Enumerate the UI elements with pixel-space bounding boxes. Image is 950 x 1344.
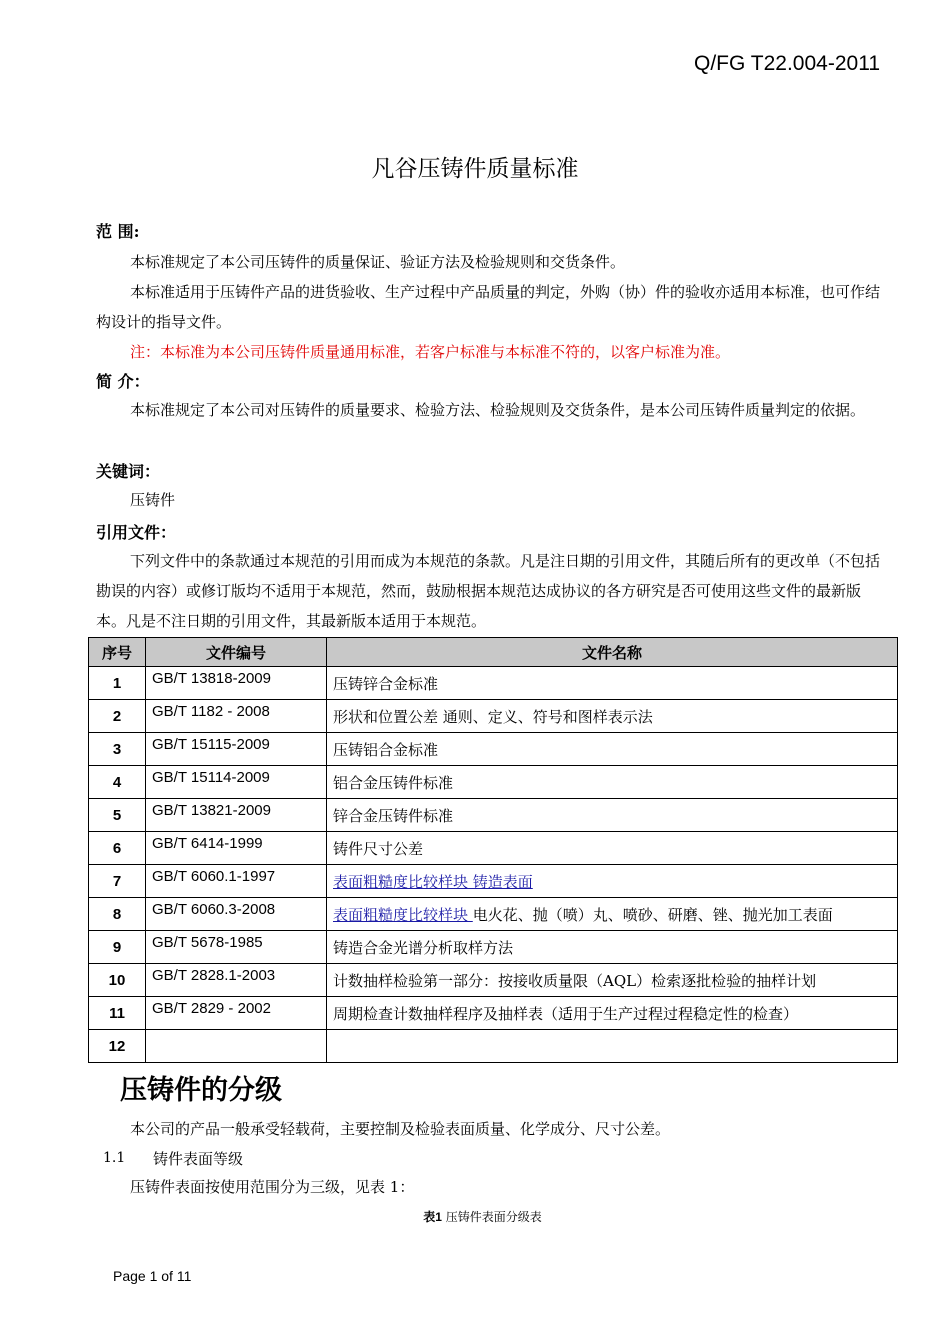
cell-no: 10	[89, 964, 146, 997]
table-header-row	[89, 638, 898, 667]
table-row	[89, 898, 898, 931]
table-row	[89, 931, 898, 964]
cell-name	[327, 799, 898, 832]
section1-paragraph: 本公司的产品一般承受轻载荷，主要控制及检验表面质量、化学成分、尺寸公差。	[130, 1120, 671, 1138]
subsection-number: 1.1	[103, 1150, 126, 1166]
cell-no: 9	[89, 931, 146, 964]
cell-name	[327, 865, 898, 898]
cell-code: GB/T 1182 - 2008	[146, 700, 327, 733]
reference-table	[88, 637, 898, 1063]
cell-name	[327, 700, 898, 733]
header-name: 文件名称	[327, 638, 898, 667]
cell-code: GB/T 6060.3-2008	[146, 898, 327, 931]
cell-code: GB/T 15115-2009	[146, 733, 327, 766]
scope-body	[96, 247, 882, 367]
cell-name	[327, 832, 898, 865]
cell-name	[327, 1030, 898, 1063]
cell-code: GB/T 2829 - 2002	[146, 997, 327, 1030]
document-code: Q/FG T22.004-2011	[694, 52, 880, 75]
subsection-title: 铸件表面等级	[153, 1150, 244, 1168]
table-row	[89, 964, 898, 997]
cell-code: GB/T 13818-2009	[146, 667, 327, 700]
cell-no: 11	[89, 997, 146, 1030]
section1-paragraph-2: 压铸件表面按使用范围分为三级，见表 1：	[130, 1178, 415, 1196]
section-heading: 压铸件的分级	[120, 1075, 282, 1106]
header-no: 序号	[89, 638, 146, 667]
scope-note: 注：本标准为本公司压铸件质量通用标准，若客户标准与本标准不符的，以客户标准为准。	[130, 343, 731, 361]
refs-body	[96, 546, 882, 636]
cell-no: 4	[89, 766, 146, 799]
table-row	[89, 1030, 898, 1063]
cell-no: 2	[89, 700, 146, 733]
intro-paragraph: 本标准规定了本公司对压铸件的质量要求、检验方法、检验规则及交货条件，是本公司压铸件质量判定的依据。	[130, 401, 866, 419]
table-row	[89, 766, 898, 799]
refs-heading: 引用文件：	[96, 523, 177, 542]
standard-link[interactable]: 表面粗糙度比较样块	[333, 905, 473, 924]
cell-no: 6	[89, 832, 146, 865]
keywords-value: 压铸件	[130, 491, 176, 509]
cell-code	[146, 1030, 327, 1063]
cell-no: 3	[89, 733, 146, 766]
page-title: 凡谷压铸件质量标准	[371, 156, 579, 182]
scope-paragraph-2: 本标准适用于压铸件产品的进货验收、生产过程中产品质量的判定，外购（协）件的验收亦适用本标准，也可作结构设计的指导文件。	[96, 283, 881, 331]
cell-name	[327, 964, 898, 997]
cell-name-text: 铸造合金光谱分析取样方法	[333, 938, 514, 957]
table-row	[89, 832, 898, 865]
cell-no: 1	[89, 667, 146, 700]
table-row	[89, 997, 898, 1030]
cell-name-text: 铸件尺寸公差	[333, 839, 424, 858]
refs-paragraph: 下列文件中的条款通过本规范的引用而成为本规范的条款。凡是注日期的引用文件，其随后所有的更改单（不包括勘误的内容）或修订版均不适用于本规范，然而，鼓励根据本规范达成协议的各方研究是否可使用这些文件的最新版本。凡是不注日期的引用文件，其最新版本适用于本规范。	[96, 552, 881, 630]
cell-name-text: 铝合金压铸件标准	[333, 773, 454, 792]
cell-name-text: 锌合金压铸件标准	[333, 806, 454, 825]
cell-name	[327, 997, 898, 1030]
cell-code: GB/T 2828.1-2003	[146, 964, 327, 997]
keywords-heading: 关键词：	[96, 462, 161, 481]
section1-body	[96, 1114, 882, 1144]
table-row	[89, 700, 898, 733]
cell-name-text: 形状和位置公差 通则、定义、符号和图样表示法	[333, 707, 653, 726]
cell-no: 7	[89, 865, 146, 898]
table-row	[89, 865, 898, 898]
table-row	[89, 667, 898, 700]
scope-heading: 范 围:	[96, 222, 140, 241]
cell-no: 12	[89, 1030, 146, 1063]
standard-link[interactable]: 表面粗糙度比较样块 铸造表面	[333, 872, 533, 891]
cell-code: GB/T 15114-2009	[146, 766, 327, 799]
header-code: 文件编号	[146, 638, 327, 667]
cell-name	[327, 931, 898, 964]
cell-no: 8	[89, 898, 146, 931]
table-caption	[0, 1208, 950, 1225]
cell-code: GB/T 6414-1999	[146, 832, 327, 865]
keywords-body	[96, 485, 882, 515]
cell-name	[327, 898, 898, 931]
table-row	[89, 799, 898, 832]
cell-code: GB/T 5678-1985	[146, 931, 327, 964]
cell-name	[327, 766, 898, 799]
table-row	[89, 733, 898, 766]
cell-name	[327, 733, 898, 766]
cell-name-text: 周期检查计数抽样程序及抽样表（适用于生产过程过程稳定性的检查）	[333, 1004, 799, 1023]
caption-text: 压铸件表面分级表	[441, 1210, 542, 1224]
scope-paragraph-1: 本标准规定了本公司压铸件的质量保证、验证方法及检验规则和交货条件。	[130, 253, 626, 271]
cell-no: 5	[89, 799, 146, 832]
cell-name	[327, 667, 898, 700]
cell-code: GB/T 13821-2009	[146, 799, 327, 832]
page-footer: Page 1 of 11	[113, 1268, 192, 1284]
intro-heading: 简 介：	[96, 372, 150, 391]
cell-name-text: 计数抽样检验第一部分：按接收质量限（AQL）检索逐批检验的抽样计划	[333, 971, 817, 990]
caption-label: 表1	[423, 1210, 442, 1224]
intro-body	[96, 395, 882, 425]
cell-name-text: 压铸锌合金标准	[333, 674, 439, 693]
section1-body-2	[96, 1172, 882, 1202]
cell-name-text: 压铸铝合金标准	[333, 740, 439, 759]
cell-name-text: 电火花、抛（喷）丸、喷砂、研磨、锉、抛光加工表面	[472, 905, 833, 924]
cell-code: GB/T 6060.1-1997	[146, 865, 327, 898]
